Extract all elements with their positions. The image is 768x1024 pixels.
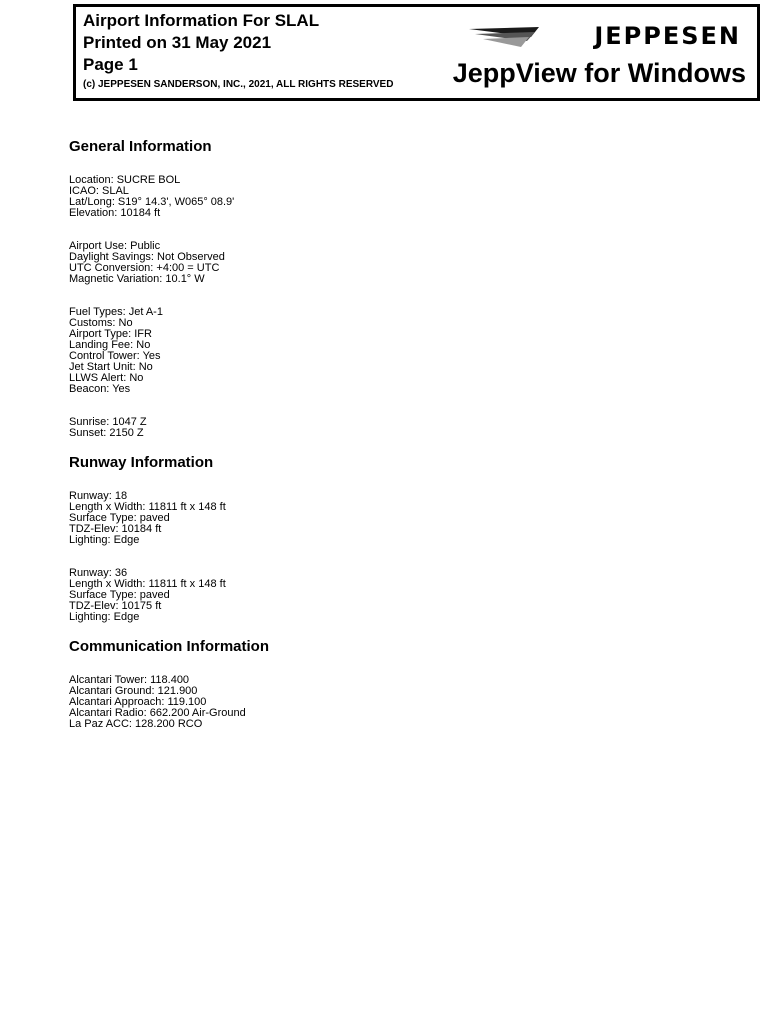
info-line: Surface Type: paved [69,512,170,524]
document-body [69,137,709,752]
swoosh-icon [469,27,545,49]
header-info [83,10,393,92]
info-line: Length x Width: 11811 ft x 148 ft [69,501,226,513]
copyright-notice: (c) JEPPESEN SANDERSON, INC., 2021, ALL RIGHTS RESERVED [83,79,394,90]
jeppesen-logo [469,21,741,55]
logo-wordmark: JEPPESEN [594,22,741,50]
info-line: Fuel Types: Jet A-1 [69,306,163,318]
info-line: TDZ-Elev: 10184 ft [69,523,162,535]
info-line: Sunset: 2150 Z [69,427,144,439]
info-line: Magnetic Variation: 10.1° W [69,273,205,285]
info-line: Landing Fee: No [69,339,151,351]
info-line: Beacon: Yes [69,383,131,395]
info-line: Alcantari Approach: 119.100 [69,696,207,708]
runway-group [69,491,709,546]
info-line: Lat/Long: S19° 14.3', W065° 08.9' [69,196,235,208]
general-section [69,137,709,439]
info-line: Lighting: Edge [69,611,140,623]
info-line: UTC Conversion: +4:00 = UTC [69,262,220,274]
info-line: Alcantari Radio: 662.200 Air-Ground [69,707,246,719]
info-group [69,241,709,285]
info-line: Runway: 36 [69,567,128,579]
section-title-runway: Runway Information [69,454,214,471]
runway-section [69,453,709,623]
info-line: Surface Type: paved [69,589,170,601]
info-line: Customs: No [69,317,133,329]
info-line: LLWS Alert: No [69,372,144,384]
document-header [73,4,760,101]
info-line: Airport Type: IFR [69,328,152,340]
info-line: TDZ-Elev: 10175 ft [69,600,162,612]
info-line: Runway: 18 [69,490,128,502]
communication-section [69,637,709,730]
product-name: JeppView for Windows [452,58,746,88]
info-line: Jet Start Unit: No [69,361,153,373]
info-line: Airport Use: Public [69,240,161,252]
printed-date: Printed on 31 May 2021 [83,33,272,52]
section-title-communication: Communication Information [69,638,269,655]
page-number: Page 1 [83,55,138,74]
frequency-group [69,675,709,730]
runway-group [69,568,709,623]
info-group [69,307,709,395]
info-line: Alcantari Ground: 121.900 [69,685,198,697]
info-line: Daylight Savings: Not Observed [69,251,225,263]
info-line: Lighting: Edge [69,534,140,546]
info-line: Elevation: 10184 ft [69,207,161,219]
info-line: Alcantari Tower: 118.400 [69,674,190,686]
header-title: Airport Information For SLAL [83,11,320,30]
info-line: Control Tower: Yes [69,350,161,362]
info-line: Length x Width: 11811 ft x 148 ft [69,578,226,590]
info-line: La Paz ACC: 128.200 RCO [69,718,203,730]
info-line: Location: SUCRE BOL [69,174,181,186]
info-line: ICAO: SLAL [69,185,129,197]
info-line: Sunrise: 1047 Z [69,416,147,428]
section-title-general: General Information [69,138,212,155]
info-group [69,175,709,219]
info-group [69,417,709,439]
